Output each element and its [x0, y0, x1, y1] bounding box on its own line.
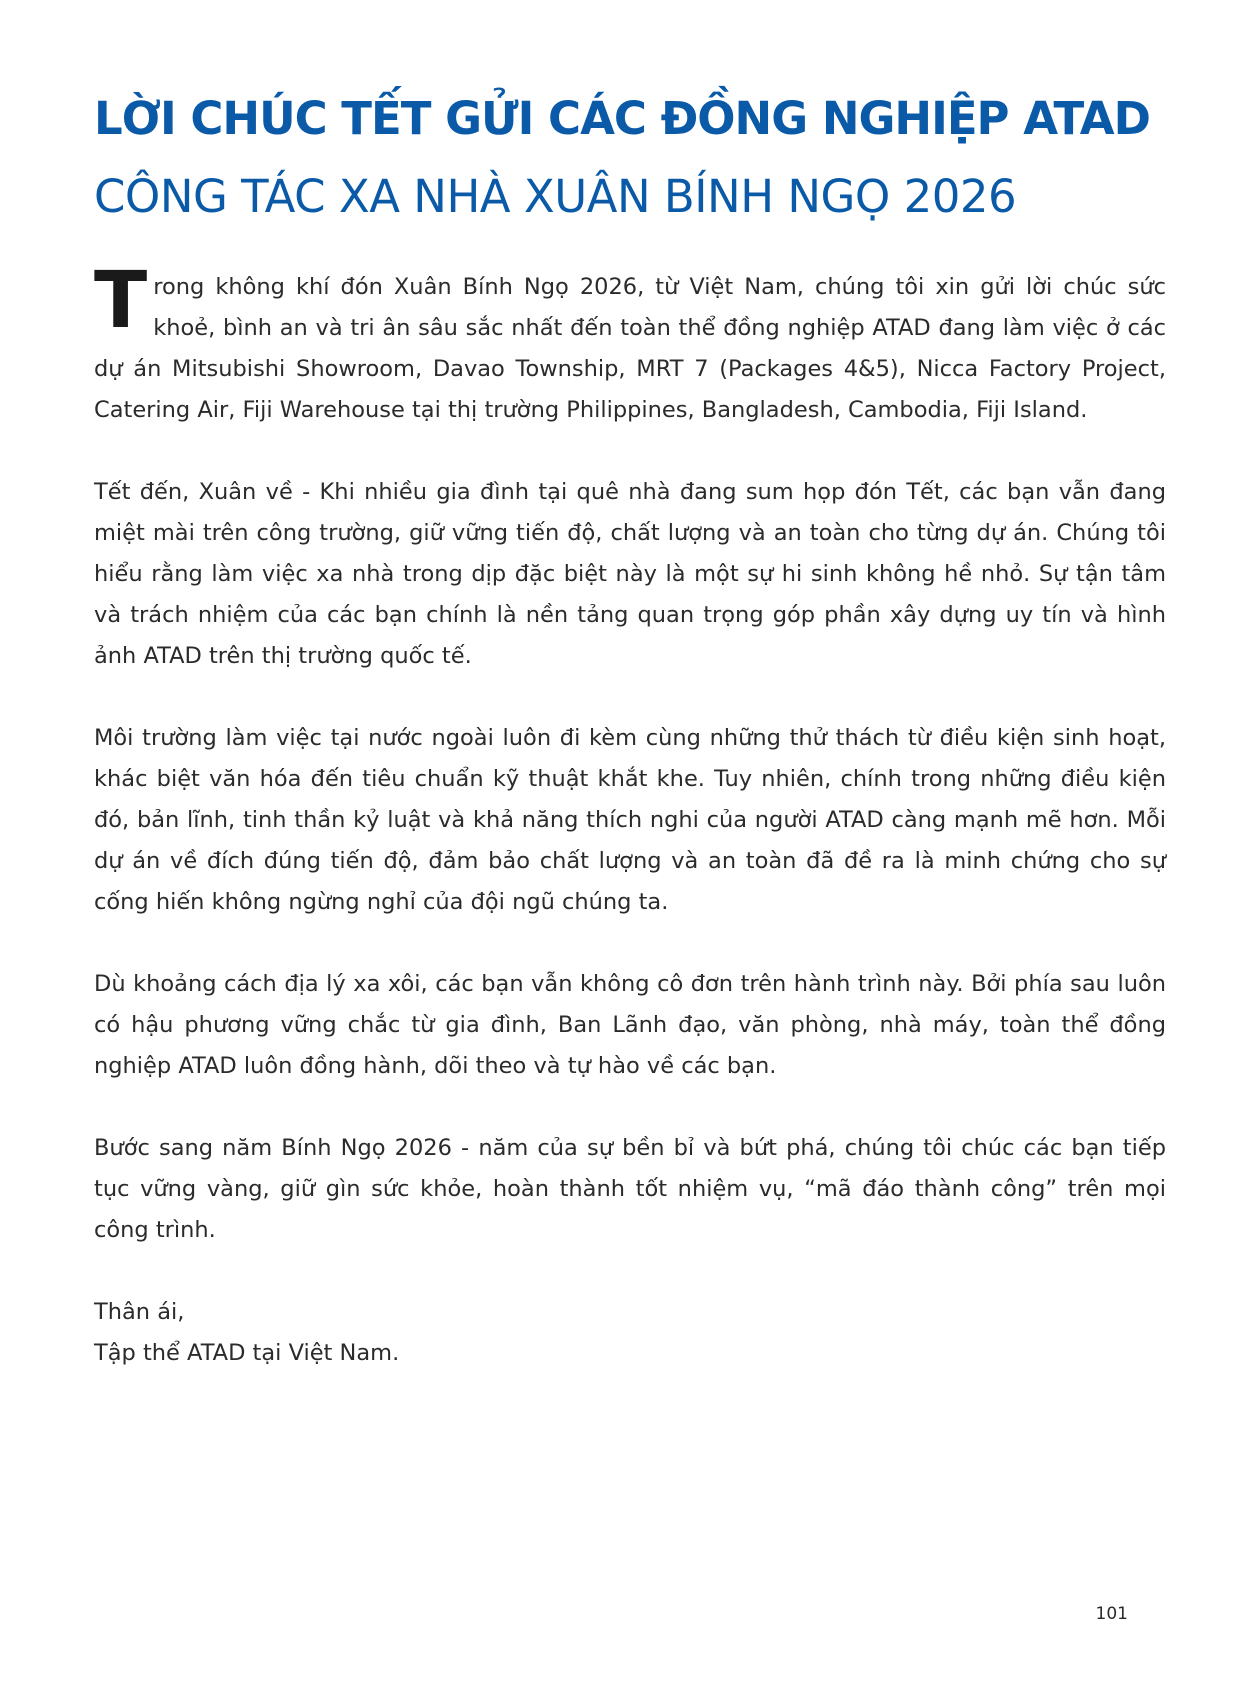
paragraph-5: Bước sang năm Bính Ngọ 2026 - năm của sự bền bỉ và bứt phá, chúng tôi chúc các bạn tiếp tục vững vàng, giữ gìn sức khỏe, hoàn thành tốt nhiệm vụ, “mã đáo thành công” trên mọi công trình. [94, 1135, 1166, 1243]
page-number: 101 [1095, 1604, 1128, 1624]
paragraph-1 [94, 256, 1166, 431]
drop-cap: T [94, 256, 148, 346]
paragraph-1-text: rong không khí đón Xuân Bính Ngọ 2026, từ Việt Nam, chúng tôi xin gửi lời chúc sức khoẻ, bình an và tri ân sâu sắc nhất đến toàn thể đồng nghiệp ATAD đang làm việc ở các dự án Mitsubishi Showroom, Davao Township, MRT 7 (Packages 4&5), Nicca Factory Project, Catering Air, Fiji Warehouse tại thị trường Philippines, Bangladesh, Cambodia, Fiji Island. [94, 274, 1166, 423]
page-title: LỜI CHÚC TẾT GỬI CÁC ĐỒNG NGHIỆP ATAD [94, 92, 1150, 145]
article-body [94, 256, 1166, 1415]
page-subtitle: CÔNG TÁC XA NHÀ XUÂN BÍNH NGỌ 2026 [94, 170, 1017, 223]
paragraph-4: Dù khoảng cách địa lý xa xôi, các bạn vẫn không cô đơn trên hành trình này. Bởi phía sau luôn có hậu phương vững chắc từ gia đình, Ban Lãnh đạo, văn phòng, nhà máy, toàn thể đồng nghiệp ATAD luôn đồng hành, dõi theo và tự hào về các bạn. [94, 971, 1166, 1079]
closing-signoff: Tập thể ATAD tại Việt Nam. [94, 1340, 400, 1366]
closing-greeting: Thân ái, [94, 1299, 185, 1325]
closing-signature [94, 1292, 1166, 1374]
paragraph-2: Tết đến, Xuân về - Khi nhiều gia đình tại quê nhà đang sum họp đón Tết, các bạn vẫn đang miệt mài trên công trường, giữ vững tiến độ, chất lượng và an toàn cho từng dự án. Chúng tôi hiểu rằng làm việc xa nhà trong dịp đặc biệt này là một sự hi sinh không hề nhỏ. Sự tận tâm và trách nhiệm của các bạn chính là nền tảng quan trọng góp phần xây dựng uy tín và hình ảnh ATAD trên thị trường quốc tế. [94, 479, 1166, 669]
paragraph-3: Môi trường làm việc tại nước ngoài luôn đi kèm cùng những thử thách từ điều kiện sinh hoạt, khác biệt văn hóa đến tiêu chuẩn kỹ thuật khắt khe. Tuy nhiên, chính trong những điều kiện đó, bản lĩnh, tinh thần kỷ luật và khả năng thích nghi của người ATAD càng mạnh mẽ hơn. Mỗi dự án về đích đúng tiến độ, đảm bảo chất lượng và an toàn đã đề ra là minh chứng cho sự cống hiến không ngừng nghỉ của đội ngũ chúng ta. [94, 725, 1166, 915]
